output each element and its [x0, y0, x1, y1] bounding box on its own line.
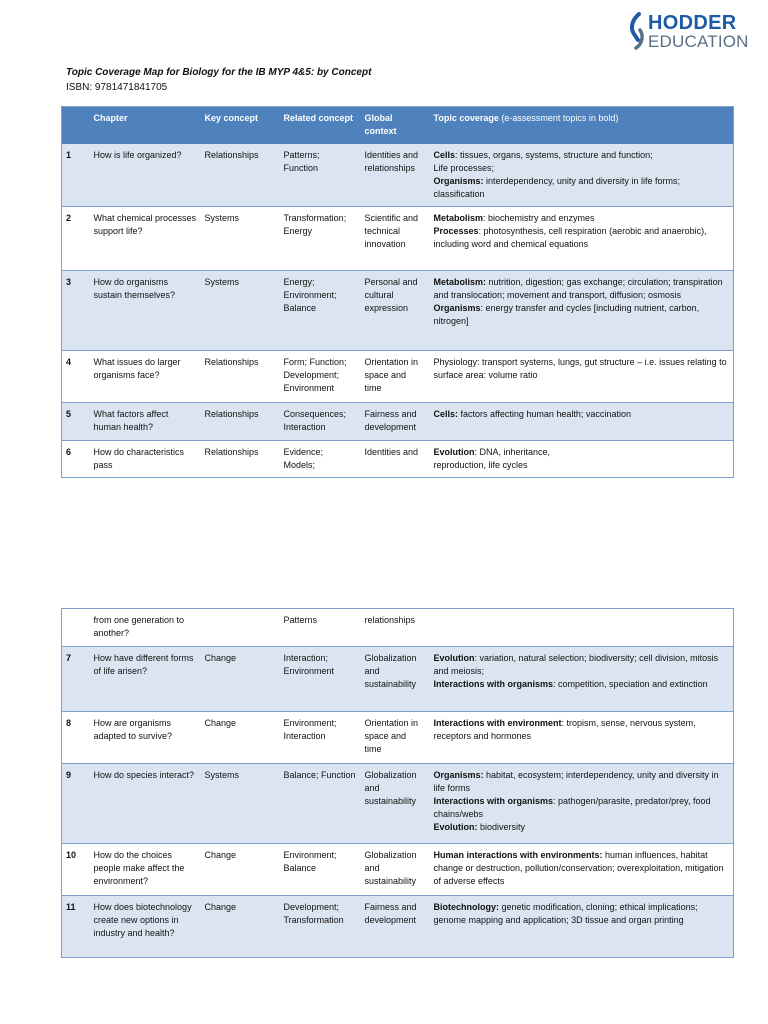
header-global-context: Global context: [361, 107, 430, 145]
row-chapter: What factors affect human health?: [90, 403, 201, 441]
topic-text: : competition, speciation and extinction: [553, 679, 708, 689]
row-topic-coverage: [430, 712, 734, 764]
row-topic-coverage: [430, 271, 734, 351]
row-global-context: Globalization and sustainability: [361, 647, 430, 712]
row-key-concept: Change: [201, 647, 280, 712]
row-key-concept: Relationships: [201, 403, 280, 441]
row-chapter: What chemical processes support life?: [90, 207, 201, 271]
row-key-concept: Systems: [201, 764, 280, 844]
table-row: [62, 207, 734, 271]
row-number: 11: [62, 896, 90, 958]
row-related-concept: Patterns: [280, 609, 361, 647]
row-chapter: What issues do larger organisms face?: [90, 351, 201, 403]
topic-text: : tropism, sense, nervous system, receptors and hormones: [433, 718, 696, 741]
row-key-concept: Change: [201, 896, 280, 958]
row-key-concept: [201, 609, 280, 647]
row-chapter: How do characteristics pass: [90, 441, 201, 478]
row-global-context: Orientation in space and time: [361, 351, 430, 403]
header-topic-coverage: [430, 107, 734, 145]
topic-text: biodiversity: [477, 822, 526, 832]
row-chapter: How do the choices people make affect the environment?: [90, 844, 201, 896]
topic-text: interdependency, unity and diversity in life forms; classification: [433, 176, 680, 199]
topic-bold-text: Organisms: [433, 303, 481, 313]
table-row: [62, 351, 734, 403]
row-number: [62, 609, 90, 647]
topic-text: : DNA, inheritance,: [474, 447, 551, 457]
row-global-context: Personal and cultural expression: [361, 271, 430, 351]
topic-bold-text: Biotechnology:: [433, 902, 499, 912]
row-topic-coverage: [430, 351, 734, 403]
row-topic-coverage: [430, 441, 734, 478]
topic-text: : photosynthesis, cell respiration (aerobic and anaerobic), including word and chemical equations: [433, 226, 707, 249]
topic-bold-text: Interactions with environment: [433, 718, 562, 728]
topic-bold-text: Metabolism:: [433, 277, 487, 287]
topic-text: factors affecting human health; vaccination: [458, 409, 631, 419]
topic-text: human influences, habitat change or destruction, pollution/conservation; overexploitation, mitigation of adverse effects: [433, 850, 724, 886]
row-number: 4: [62, 351, 90, 403]
row-related-concept: Development; Transformation: [280, 896, 361, 958]
row-key-concept: Relationships: [201, 351, 280, 403]
topic-text: Physiology: transport systems, lungs, gut structure – i.e. issues relating to surface area: volume ratio: [433, 357, 727, 380]
row-global-context: Orientation in space and time: [361, 712, 430, 764]
row-chapter: How do species interact?: [90, 764, 201, 844]
row-related-concept: Balance; Function: [280, 764, 361, 844]
row-related-concept: Consequences; Interaction: [280, 403, 361, 441]
row-number: 7: [62, 647, 90, 712]
row-related-concept: Environment; Balance: [280, 844, 361, 896]
row-related-concept: Energy; Environment; Balance: [280, 271, 361, 351]
row-related-concept: Interaction; Environment: [280, 647, 361, 712]
row-related-concept: Transformation; Energy: [280, 207, 361, 271]
table-row: [62, 144, 734, 207]
row-number: 9: [62, 764, 90, 844]
topic-bold-text: Evolution:: [433, 822, 478, 832]
topic-bold-text: Evolution: [433, 447, 475, 457]
row-key-concept: Change: [201, 712, 280, 764]
document-title: Topic Coverage Map for Biology for the IB MYP 4&5: by Concept: [66, 67, 372, 78]
row-global-context: Identities and relationships: [361, 144, 430, 207]
topic-text: habitat, ecosystem; interdependency, unity and diversity in life forms: [433, 770, 719, 793]
row-chapter: How are organisms adapted to survive?: [90, 712, 201, 764]
row-chapter: from one generation to another?: [90, 609, 201, 647]
row-topic-coverage: [430, 647, 734, 712]
row-related-concept: Patterns; Function: [280, 144, 361, 207]
topic-text: : tissues, organs, systems, structure and function;: [455, 150, 653, 160]
row-key-concept: Relationships: [201, 441, 280, 478]
row-topic-coverage: [430, 403, 734, 441]
row-number: 6: [62, 441, 90, 478]
topic-bold-text: Interactions with organisms: [433, 679, 554, 689]
row-related-concept: Evidence; Models;: [280, 441, 361, 478]
header-topic-coverage-note: (e-assessment topics in bold): [501, 113, 619, 123]
header-key-concept: Key concept: [201, 107, 280, 145]
topic-bold-text: Processes: [433, 226, 479, 236]
row-key-concept: Systems: [201, 271, 280, 351]
table-row: [62, 844, 734, 896]
row-chapter: How do organisms sustain themselves?: [90, 271, 201, 351]
row-topic-coverage: [430, 207, 734, 271]
row-related-concept: Environment; Interaction: [280, 712, 361, 764]
table-row: [62, 896, 734, 958]
logo-line2: EDUCATION: [648, 32, 749, 51]
table-row: [62, 609, 734, 647]
row-topic-coverage: [430, 144, 734, 207]
topic-text: : biochemistry and enzymes: [483, 213, 595, 223]
hodder-education-logo: [628, 12, 758, 52]
table-row: [62, 764, 734, 844]
table-header-row: [62, 107, 734, 145]
row-chapter: How does biotechnology create new options in industry and health?: [90, 896, 201, 958]
row-topic-coverage: [430, 844, 734, 896]
topic-bold-text: Human interactions with environments:: [433, 850, 603, 860]
topic-text: : energy transfer and cycles [including nutrient, carbon, nitrogen]: [433, 303, 700, 326]
row-topic-coverage: [430, 896, 734, 958]
table-row: [62, 271, 734, 351]
topic-coverage-table-continued: [61, 608, 734, 958]
topic-coverage-table: [61, 106, 734, 478]
table-row: [62, 403, 734, 441]
header-number: [62, 107, 90, 145]
topic-text: : pathogen/parasite, predator/prey, food chains/webs: [433, 796, 711, 819]
topic-bold-text: Cells:: [433, 409, 459, 419]
row-global-context: Globalization and sustainability: [361, 844, 430, 896]
row-key-concept: Change: [201, 844, 280, 896]
document-isbn: ISBN: 9781471841705: [66, 82, 168, 93]
row-number: 5: [62, 403, 90, 441]
table-row: [62, 647, 734, 712]
row-key-concept: Relationships: [201, 144, 280, 207]
row-global-context: relationships: [361, 609, 430, 647]
logo-mark-icon: [628, 12, 646, 50]
topic-text: nutrition, digestion; gas exchange; circulation; transpiration and translocation; movement and transport, diffusion; osmosis: [433, 277, 723, 300]
row-number: 3: [62, 271, 90, 351]
header-topic-coverage-label: Topic coverage: [433, 113, 499, 123]
row-number: 8: [62, 712, 90, 764]
row-topic-coverage: [430, 764, 734, 844]
topic-text: Life processes;: [433, 163, 495, 173]
topic-bold-text: Interactions with organisms: [433, 796, 554, 806]
row-related-concept: Form; Function; Development; Environment: [280, 351, 361, 403]
row-global-context: Fairness and development: [361, 896, 430, 958]
topic-bold-text: Cells: [433, 150, 456, 160]
row-global-context: Fairness and development: [361, 403, 430, 441]
table-row: [62, 712, 734, 764]
topic-bold-text: Organisms:: [433, 770, 484, 780]
row-key-concept: Systems: [201, 207, 280, 271]
row-number: 1: [62, 144, 90, 207]
row-number: 10: [62, 844, 90, 896]
topic-bold-text: Metabolism: [433, 213, 484, 223]
row-global-context: Globalization and sustainability: [361, 764, 430, 844]
row-chapter: How is life organized?: [90, 144, 201, 207]
topic-text: : variation, natural selection; biodiversity; cell division, mitosis and meiosis;: [433, 653, 719, 676]
topic-text: genetic modification, cloning; ethical implications; genome mapping and application; 3D tissue and organ printing: [433, 902, 698, 925]
row-topic-coverage: [430, 609, 734, 647]
row-chapter: How have different forms of life arisen?: [90, 647, 201, 712]
row-global-context: Scientific and technical innovation: [361, 207, 430, 271]
row-global-context: Identities and: [361, 441, 430, 478]
topic-text: reproduction, life cycles: [433, 460, 528, 470]
topic-bold-text: Evolution: [433, 653, 475, 663]
topic-bold-text: Organisms:: [433, 176, 484, 186]
header-related-concept: Related concept: [280, 107, 361, 145]
logo-line1: HODDER: [648, 12, 737, 34]
header-chapter: Chapter: [90, 107, 201, 145]
table-row: [62, 441, 734, 478]
row-number: 2: [62, 207, 90, 271]
